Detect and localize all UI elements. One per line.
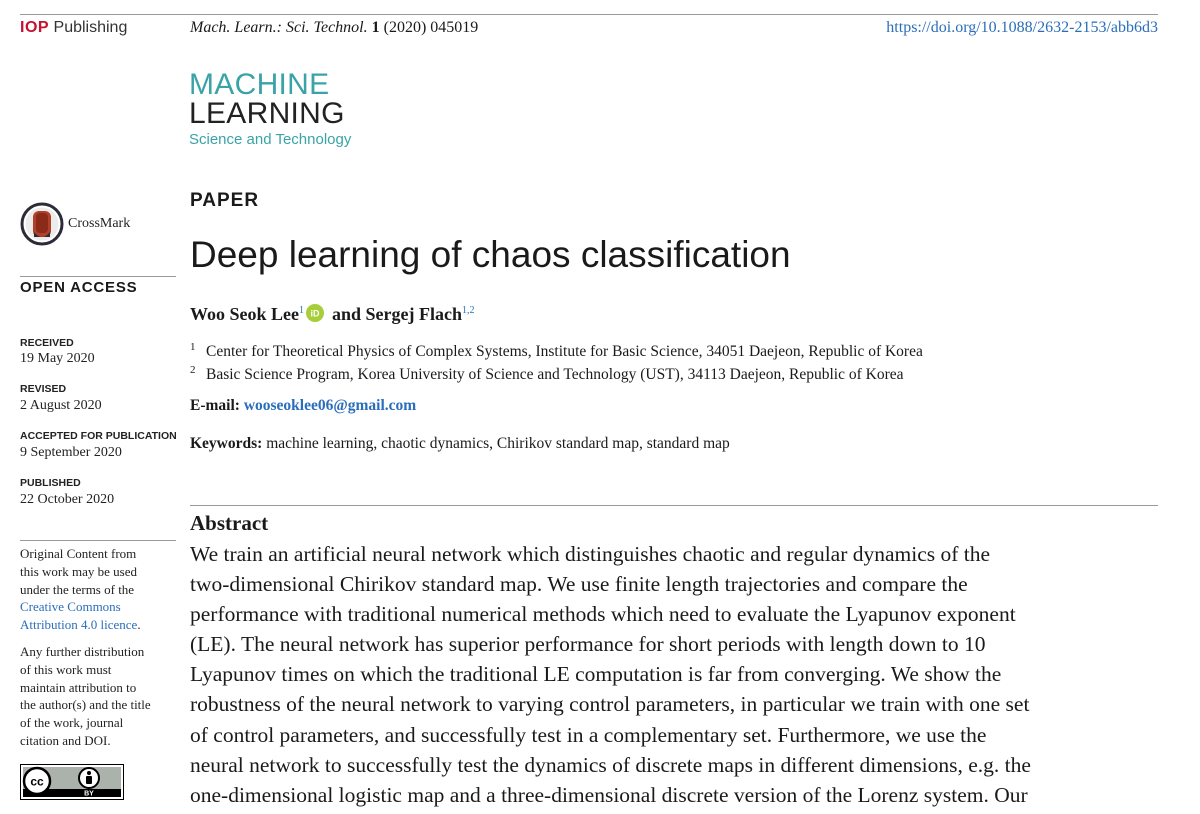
date-value-accepted: 9 September 2020	[20, 445, 122, 460]
journal-citation	[190, 19, 478, 37]
license-link-line2[interactable]: Attribution 4.0 licence	[20, 617, 138, 633]
abstract-line: (LE). The neural network has superior performance for short periods with length down to 10	[190, 632, 986, 657]
abstract-line: performance with traditional numerical methods which need to evaluate the Lyapunov exponent	[190, 602, 1016, 627]
crossmark-label: CrossMark	[68, 216, 131, 231]
attribution-line: maintain attribution to	[20, 679, 137, 695]
keywords-label: Keywords:	[190, 435, 263, 452]
abstract-body	[190, 539, 1165, 810]
license-link-line1[interactable]: Creative Commons	[20, 599, 121, 615]
affiliation	[190, 366, 904, 384]
crossmark-icon	[20, 202, 64, 246]
svg-text:iD: iD	[310, 308, 320, 319]
journal-year-id: (2020) 045019	[383, 19, 479, 36]
abstract-line: two-dimensional Chirikov standard map. We use finite length trajectories and compare the	[190, 572, 968, 597]
journal-logo	[189, 70, 351, 147]
date-label-revised: REVISED	[20, 383, 67, 395]
author-list	[190, 304, 475, 325]
journal-name: Mach. Learn.: Sci. Technol.	[190, 19, 368, 36]
author-affiliation-ref[interactable]: 1	[299, 305, 305, 316]
affiliation-text: Basic Science Program, Korea University of Science and Technology (UST), 34113 Daejeon, Republic of Korea	[206, 366, 904, 383]
orcid-icon[interactable]	[306, 304, 324, 322]
by-label: BY	[84, 790, 94, 798]
author-affiliation-ref[interactable]: 1,2	[462, 305, 475, 316]
keywords-text: machine learning, chaotic dynamics, Chirikov standard map, standard map	[266, 435, 730, 452]
sidebar-rule-bottom	[20, 540, 176, 541]
abstract-line: Lyapunov times on which the traditional LE computation is far from converging. We show the	[190, 662, 1002, 687]
abstract-line: one-dimensional logistic map and a three-dimensional discrete version of the Lorenz system. Our	[190, 782, 1028, 807]
email-link[interactable]: wooseoklee06@gmail.com	[243, 397, 417, 414]
date-label-received: RECEIVED	[20, 337, 74, 349]
journal-logo-line1: MACHINE	[189, 68, 330, 101]
attribution-line: citation and DOI.	[20, 732, 111, 748]
author-name[interactable]: Sergej Flach	[365, 304, 463, 324]
author-conjunction: and	[332, 304, 362, 324]
publisher-logo-mark: IOP	[20, 19, 50, 36]
journal-logo-line2: LEARNING	[189, 97, 345, 130]
contact-email	[190, 397, 416, 415]
attribution-notice	[20, 643, 180, 750]
article-type-label: PAPER	[190, 190, 260, 211]
date-label-accepted: ACCEPTED FOR PUBLICATION	[20, 430, 177, 442]
crossmark-badge[interactable]	[20, 202, 130, 246]
license-line: Original Content from	[20, 546, 137, 561]
license-line: under the terms of the	[20, 581, 135, 597]
affiliation-text: Center for Theoretical Physics of Complex Systems, Institute for Basic Science, 34051 Daejeon, Republic of Korea	[206, 343, 923, 360]
publisher-logo-text: Publishing	[53, 19, 128, 36]
affiliation-number: 2	[190, 364, 196, 376]
abstract-line: robustness of the neural network to varying control parameters, in particular we train with one set	[190, 692, 1030, 717]
cc-icon-text: cc	[30, 774, 44, 789]
paper-title: Deep learning of chaos classification	[190, 234, 791, 275]
attribution-line: of the work, journal	[20, 715, 124, 731]
license-line: this work may be used	[20, 563, 137, 579]
journal-logo-line3: Science and Technology	[189, 131, 352, 148]
abstract-line: We train an artificial neural network which distinguishes chaotic and regular dynamics of the	[190, 542, 991, 566]
open-access-label: OPEN ACCESS	[20, 279, 138, 296]
affiliation	[190, 343, 923, 361]
keywords	[190, 435, 730, 453]
date-value-received: 19 May 2020	[20, 351, 95, 366]
email-label: E-mail:	[190, 397, 240, 414]
sidebar-rule-top	[20, 276, 176, 277]
attribution-line: Any further distribution	[20, 644, 145, 659]
date-value-published: 22 October 2020	[20, 492, 115, 507]
date-value-revised: 2 August 2020	[20, 398, 102, 413]
abstract-line: of control parameters, and successfully test in a complementary set. Furthermore, we use the	[190, 722, 987, 747]
license-notice	[20, 545, 180, 634]
author-name[interactable]: Woo Seok Lee	[190, 304, 300, 324]
header-rule	[20, 14, 1158, 15]
attribution-line: of this work must	[20, 661, 112, 677]
abstract-rule	[190, 505, 1158, 506]
journal-volume: 1	[371, 19, 380, 36]
publisher-logo	[20, 19, 127, 37]
abstract-heading: Abstract	[190, 511, 269, 535]
affiliation-number: 1	[190, 341, 196, 353]
abstract-line: neural network to successfully test the dynamics of discrete maps in different dimensions, e.g. the	[190, 752, 1031, 777]
license-link-tail: .	[137, 617, 141, 633]
date-label-published: PUBLISHED	[20, 477, 81, 489]
attribution-line: the author(s) and the title	[20, 697, 151, 713]
cc-by-license-badge[interactable]	[20, 764, 124, 800]
doi-link[interactable]: https://doi.org/10.1088/2632-2153/abb6d3	[886, 19, 1158, 36]
